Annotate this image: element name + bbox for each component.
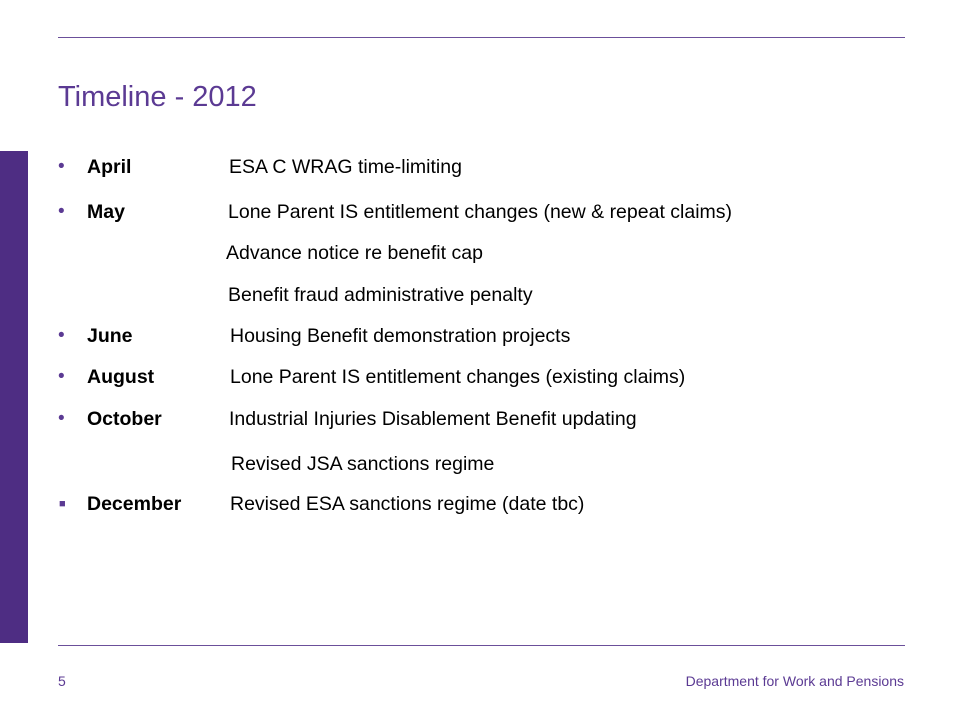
- timeline-month: August: [87, 366, 155, 388]
- timeline-event: Revised ESA sanctions regime (date tbc): [230, 493, 585, 515]
- bullet-icon: •: [58, 408, 65, 429]
- timeline-item-may-continued: [58, 278, 908, 312]
- side-accent-bar: [0, 151, 28, 643]
- timeline-event: Lone Parent IS entitlement changes (new & repeat claims): [228, 201, 733, 223]
- timeline-month: October: [87, 408, 162, 430]
- timeline-item-october: [58, 402, 908, 436]
- timeline-event: Industrial Injuries Disablement Benefit updating: [229, 408, 637, 430]
- timeline-item-october-continued: [58, 447, 908, 481]
- timeline-month: June: [87, 325, 133, 347]
- timeline-item-april: [58, 150, 908, 184]
- top-divider: [58, 37, 905, 38]
- timeline-item-december: [58, 487, 908, 521]
- timeline-item-may: [58, 195, 908, 229]
- square-bullet-icon: ■: [59, 498, 66, 510]
- timeline-event: Advance notice re benefit cap: [226, 242, 483, 264]
- bullet-icon: •: [58, 325, 65, 346]
- slide-title: Timeline - 2012: [58, 81, 257, 114]
- page-number: 5: [58, 673, 66, 689]
- bottom-divider: [58, 645, 905, 646]
- timeline-month: December: [87, 493, 182, 515]
- bullet-icon: •: [58, 201, 65, 222]
- bullet-icon: •: [58, 366, 65, 387]
- bullet-icon: •: [58, 156, 65, 177]
- timeline-event: Benefit fraud administrative penalty: [228, 284, 533, 306]
- timeline-event: Lone Parent IS entitlement changes (existing claims): [230, 366, 686, 388]
- footer-organisation: Department for Work and Pensions: [685, 673, 904, 689]
- timeline-item-june: [58, 319, 908, 353]
- timeline-event: Housing Benefit demonstration projects: [230, 325, 571, 347]
- timeline-event: Revised JSA sanctions regime: [231, 453, 495, 475]
- timeline-event: ESA C WRAG time-limiting: [229, 156, 462, 178]
- timeline-item-may-continued: [58, 236, 908, 270]
- timeline-month: April: [87, 156, 132, 178]
- timeline-item-august: [58, 360, 908, 394]
- timeline-month: May: [87, 201, 125, 223]
